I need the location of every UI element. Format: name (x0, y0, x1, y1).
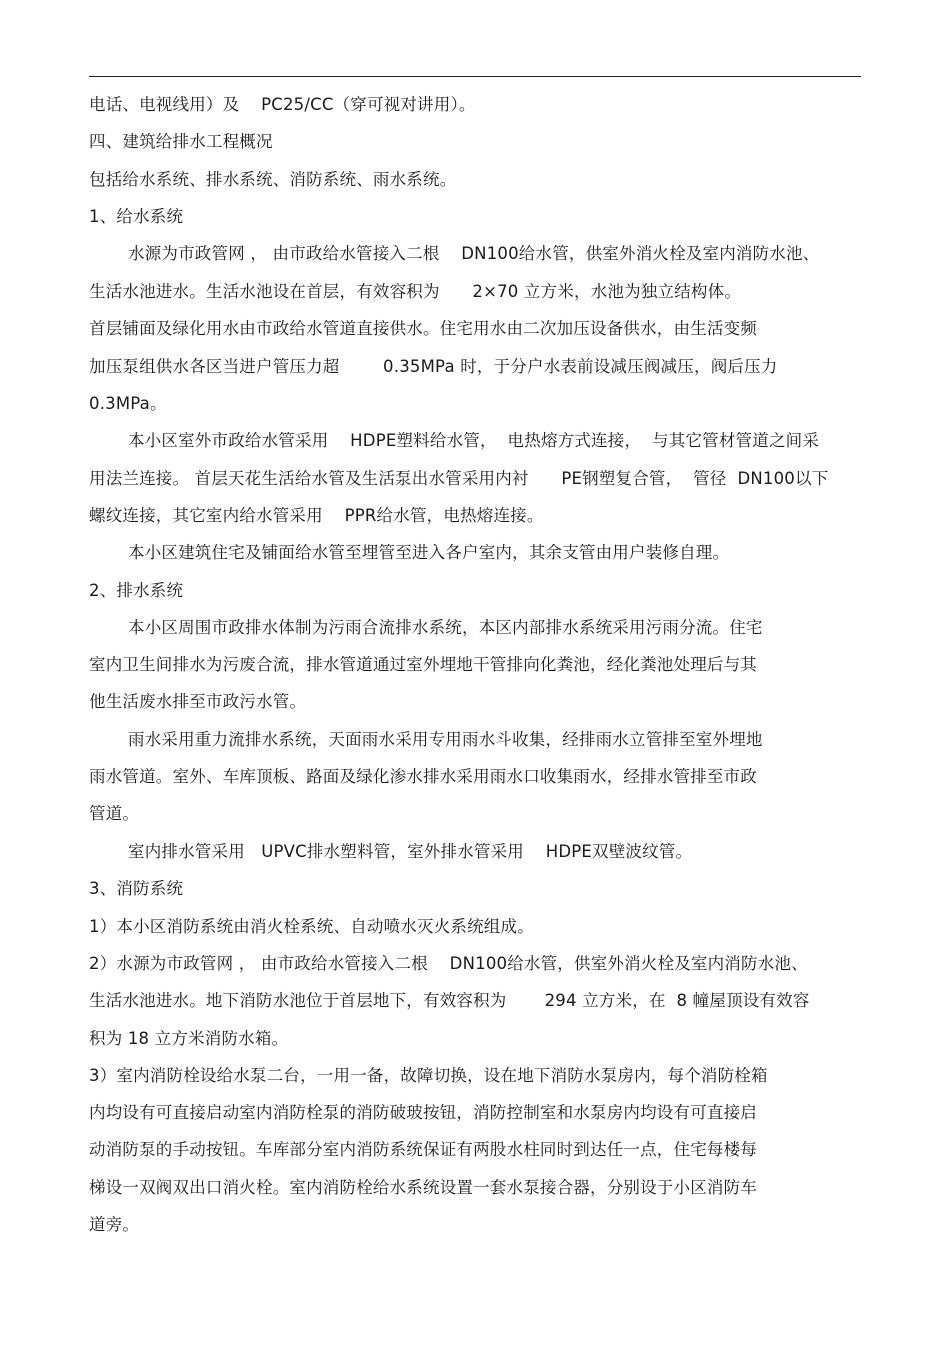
text-line: 本小区室外市政给水管采用 HDPE塑料给水管， 电热熔方式连接， 与其它管材管道之间采 (128, 431, 820, 450)
text-line: 室内排水管采用 UPVC排水塑料管，室外排水管采用 HDPE双壁波纹管。 (128, 842, 693, 861)
text-line: 他生活废水排至市政污水管。 (89, 692, 307, 711)
text-line: 动消防泵的手动按钮。车库部分室内消防系统保证有两股水柱同时到达任一点，住宅每楼每 (89, 1140, 757, 1159)
text-line: 加压泵组供水各区当进户管压力超 0.35MPa 时，于分户水表前设减压阀减压，阀后压力 (89, 357, 778, 376)
text-line: 室内卫生间排水为污废合流，排水管道通过室外埋地干管排向化粪池，经化粪池处理后与其 (89, 655, 757, 674)
text-line: 水源为市政管网 ， 由市政给水管接入二根 DN100给水管，供室外消火栓及室内消防水池、 (128, 244, 820, 263)
text-line: 雨水采用重力流排水系统，天面雨水采用专用雨水斗收集，经排雨水立管排至室外埋地 (128, 730, 763, 749)
text-line: 管道。 (89, 804, 140, 823)
text-line: 电话、电视线用）及 PC25/CC（穿可视对讲用）。 (89, 95, 476, 114)
text-line: 包括给水系统、排水系统、消防系统、雨水系统。 (89, 170, 457, 189)
text-line: 生活水池进水。地下消防水池位于首层地下，有效容积为 294 立方米，在 8 幢屋顶设有效容 (89, 991, 810, 1010)
text-line: 0.3MPa。 (89, 394, 167, 413)
subsection-heading: 1、给水系统 (89, 207, 184, 226)
text-line: 用法兰连接。 首层天花生活给水管及生活泵出水管采用内衬 PE钢塑复合管， 管径 DN100以下 (89, 469, 829, 488)
text-line: 本小区周围市政排水体制为污雨合流排水系统，本区内部排水系统采用污雨分流。住宅 (128, 618, 763, 637)
text-line: 内均设有可直接启动室内消防栓泵的消防破玻按钮，消防控制室和水泵房内均设有可直接启 (89, 1103, 757, 1122)
header-rule (89, 76, 861, 77)
text-line: 本小区建筑住宅及铺面给水管至埋管至进入各户室内，其余支管由用户装修自理。 (128, 543, 730, 562)
text-line: 道旁。 (89, 1215, 140, 1234)
text-line: 1）本小区消防系统由消火栓系统、自动喷水灭火系统组成。 (89, 917, 534, 936)
section-heading: 四、建筑给排水工程概况 (89, 132, 273, 151)
text-line: 螺纹连接，其它室内给水管采用 PPR给水管，电热熔连接。 (89, 506, 544, 525)
text-line: 积为 18 立方米消防水箱。 (89, 1029, 289, 1048)
text-line: 雨水管道。室外、车库顶板、路面及绿化渗水排水采用雨水口收集雨水，经排水管排至市政 (89, 767, 757, 786)
subsection-heading: 3、消防系统 (89, 879, 184, 898)
text-line: 3）室内消防栓设给水泵二台，一用一备，故障切换，设在地下消防水泵房内，每个消防栓箱 (89, 1066, 768, 1085)
text-line: 首层铺面及绿化用水由市政给水管道直接供水。住宅用水由二次加压设备供水，由生活变频 (89, 319, 757, 338)
text-line: 2）水源为市政管网 ， 由市政给水管接入二根 DN100给水管，供室外消火栓及室内消防水池、 (89, 954, 808, 973)
subsection-heading: 2、排水系统 (89, 581, 184, 600)
text-line: 生活水池进水。生活水池设在首层，有效容积为 2×70 立方米，水池为独立结构体。 (89, 282, 742, 301)
text-line: 梯设一双阀双出口消火栓。室内消防栓给水系统设置一套水泵接合器，分别设于小区消防车 (89, 1178, 757, 1197)
